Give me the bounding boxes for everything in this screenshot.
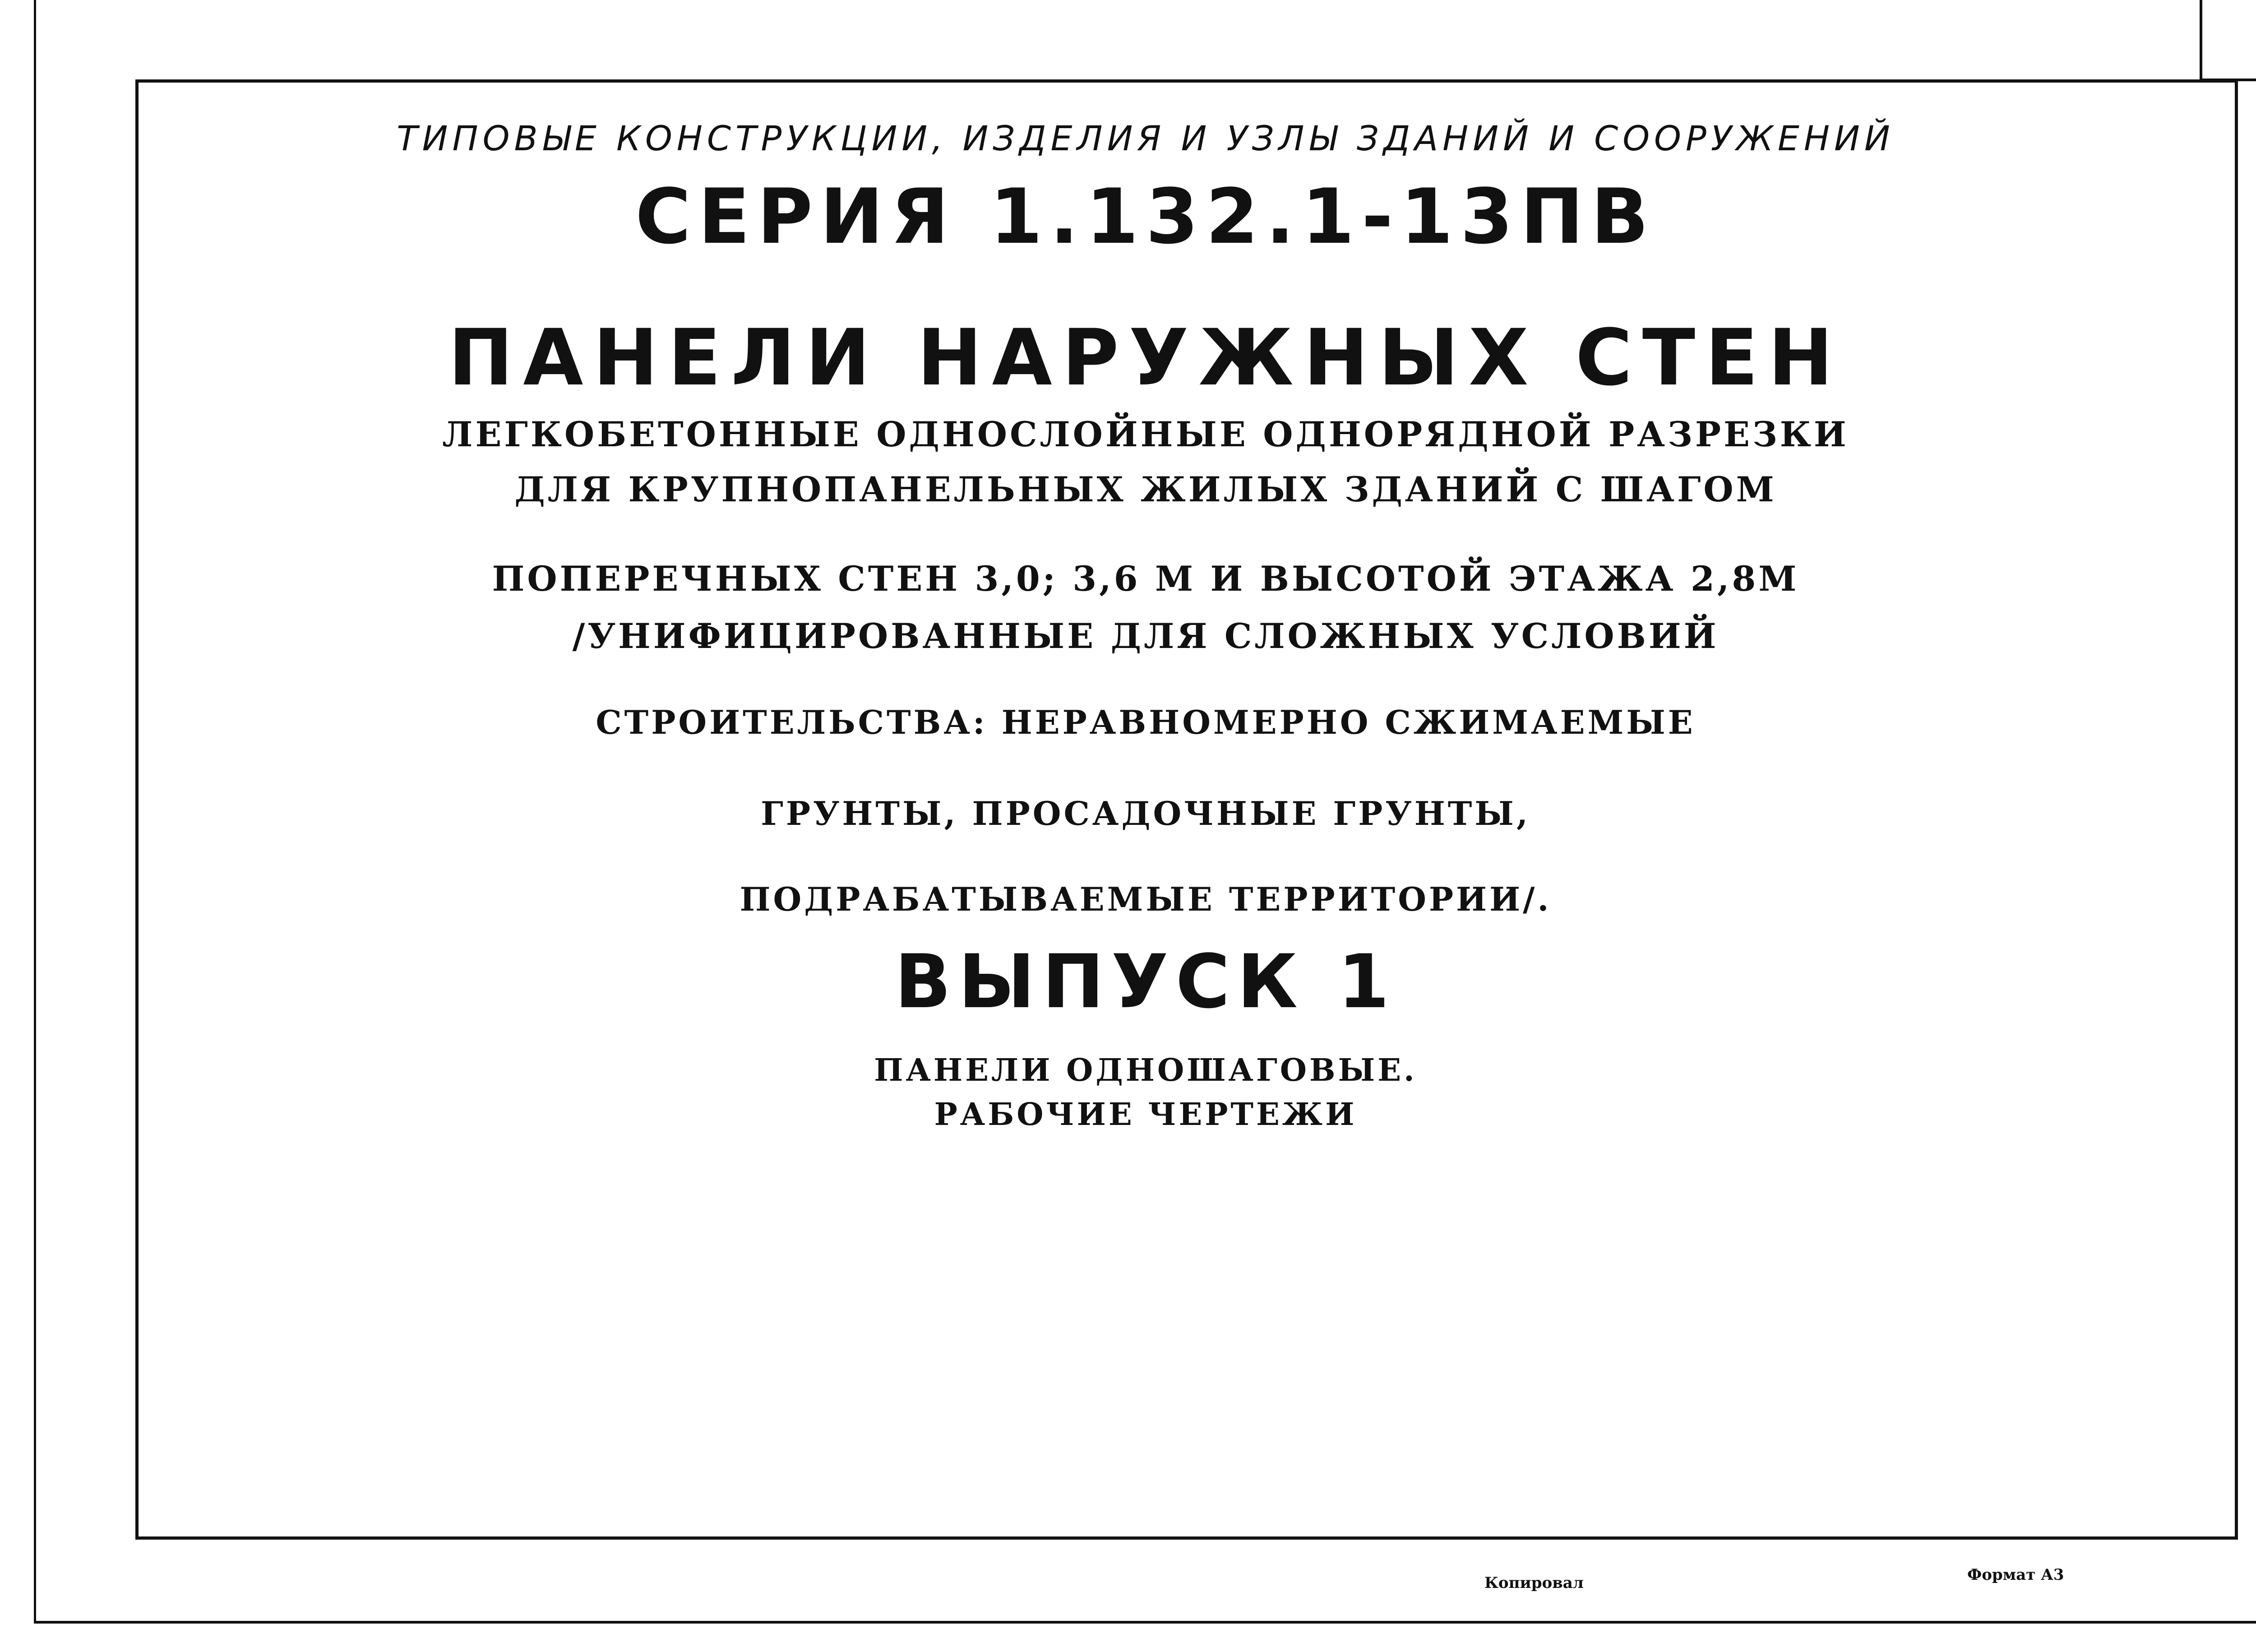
description-line-4: /УНИФИЦИРОВАННЫЕ ДЛЯ СЛОЖНЫХ УСЛОВИЙ [572,616,1719,656]
format-label: Формат А3 [1967,1566,2064,1584]
subtitle-line-1: ПАНЕЛИ ОДНОШАГОВЫЕ. [874,1052,1417,1088]
subtitle-line-2: РАБОЧИЕ ЧЕРТЕЖИ [934,1097,1357,1133]
description-line-6: ГРУНТЫ, ПРОСАДОЧНЫЕ ГРУНТЫ, [761,794,1530,833]
description-line-5: СТРОИТЕЛЬСТВА: НЕРАВНОМЕРНО СЖИМАЕМЫЕ [596,703,1696,741]
copied-label: Копировал [1484,1574,1584,1592]
issue-title: ВЫПУСК 1 [894,939,1397,1025]
header-text: ТИПОВЫЕ КОНСТРУКЦИИ, ИЗДЕЛИЯ И УЗЛЫ ЗДАНИЙ И СООРУЖЕНИЙ [397,118,1895,158]
description-line-3: ПОПЕРЕЧНЫХ СТЕН 3,0; 3,6 М И ВЫСОТОЙ ЭТАЖА 2,8М [492,559,1799,599]
main-title: ПАНЕЛИ НАРУЖНЫХ СТЕН [448,312,1843,403]
description-line-7: ПОДРАБАТЫВАЕМЫЕ ТЕРРИТОРИИ/. [740,880,1552,918]
description-line-2: ДЛЯ КРУПНОПАНЕЛЬНЫХ ЖИЛЫХ ЗДАНИЙ С ШАГОМ [514,469,1777,509]
series-title: СЕРИЯ 1.132.1-13ПВ [635,172,1656,261]
description-line-1: ЛЕГКОБЕТОННЫЕ ОДНОСЛОЙНЫЕ ОДНОРЯДНОЙ РАЗРЕЗКИ [442,414,1849,454]
corner-stamp-box [2200,0,2256,81]
